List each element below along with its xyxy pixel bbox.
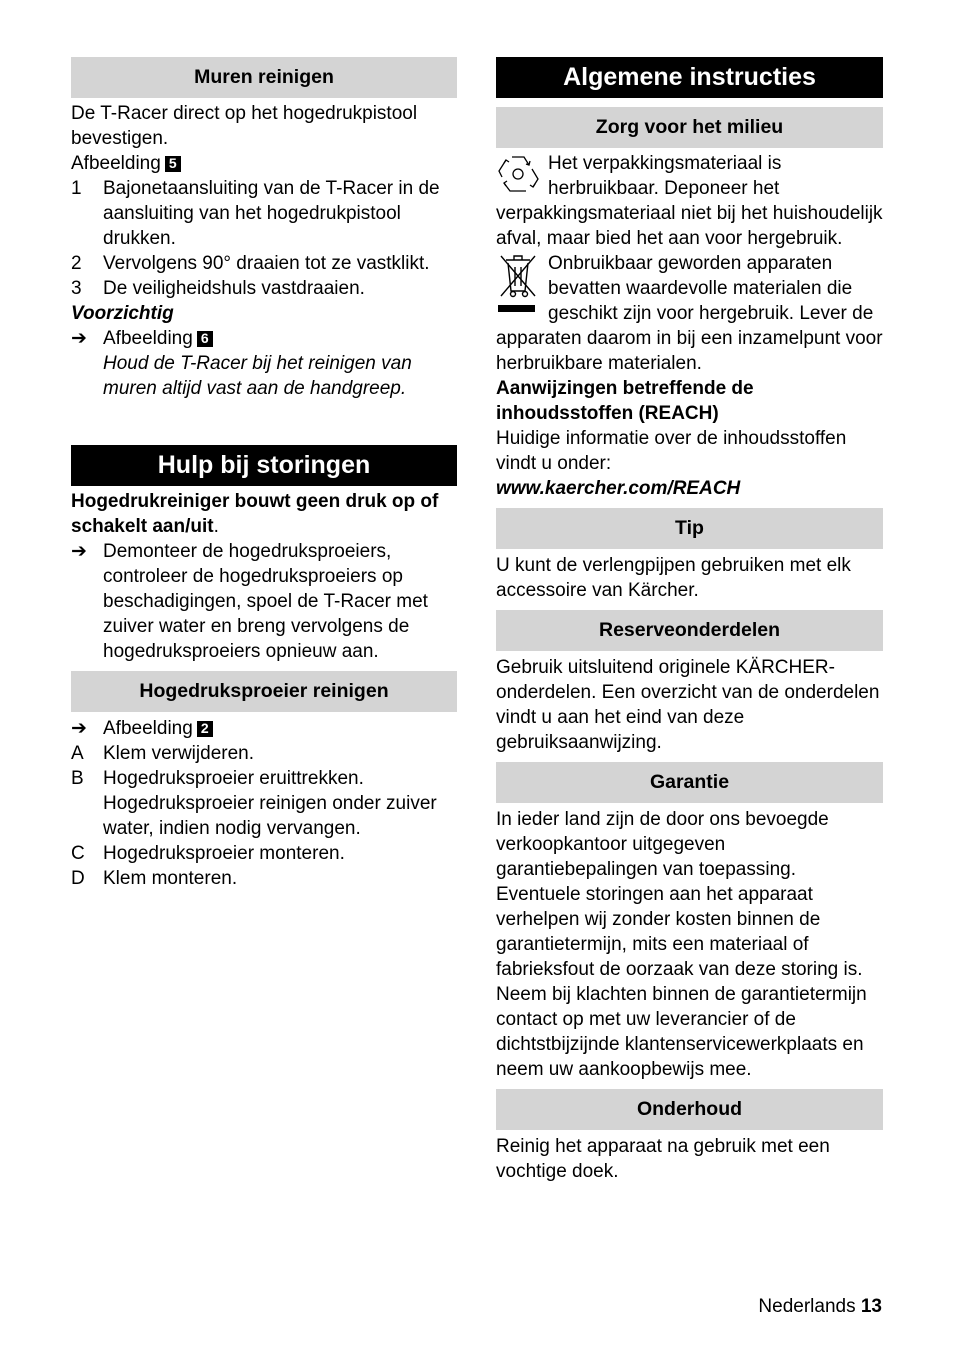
crossed-out-bin-graphic xyxy=(496,251,540,317)
step-text: Hogedruksproeier eruittrekken. Hogedruksproeier reinigen onder zuiver water, indien nodig vervangen. xyxy=(103,768,437,839)
steps-list xyxy=(71,176,457,301)
list-item xyxy=(71,251,457,276)
step-marker: 3 xyxy=(71,278,82,299)
step-marker: A xyxy=(71,743,84,764)
step-marker: 2 xyxy=(71,253,82,274)
caution-item xyxy=(71,326,457,401)
problem-text: Hogedrukreiniger bouwt geen druk op of schakelt aan/uit xyxy=(71,491,439,537)
paragraph: De T-Racer direct op het hogedrukpistool bevestigen. xyxy=(71,103,418,149)
step-marker: C xyxy=(71,843,85,864)
list-item xyxy=(71,276,457,301)
recycle-icon xyxy=(496,151,548,201)
section-garantie xyxy=(496,762,883,1082)
step-text: Vervolgens 90° draaien tot ze vastklikt. xyxy=(103,253,430,274)
step-marker: D xyxy=(71,868,85,889)
figure-number-box: 2 xyxy=(197,721,213,737)
step-text: Klem monteren. xyxy=(103,868,238,889)
solution-text: Demonteer de hogedruksproeiers, controleer de hogedruksproeiers op beschadigingen, spoel de T-Racer met zuiver water en breng vervolgens de hogedruksproeiers opnieuw aan. xyxy=(103,541,428,662)
solution-item xyxy=(71,539,457,664)
paragraph: Gebruik uitsluitend originele KÄRCHER-onderdelen. Een overzicht van de onderdelen vindt u aan het eind van deze gebruiksaanwijzing. xyxy=(496,657,880,753)
section-hogedruksproeier-reinigen xyxy=(71,671,457,891)
step-text: Klem verwijderen. xyxy=(103,743,254,764)
reach-link[interactable]: www.kaercher.com/REACH xyxy=(496,478,741,499)
list-item xyxy=(71,176,457,251)
section-muren-reinigen xyxy=(71,57,457,401)
paragraph: Reinig het apparaat na gebruik met een vochtige doek. xyxy=(496,1136,830,1182)
section-heading: Zorg voor het milieu xyxy=(496,107,883,148)
footer-language: Nederlands xyxy=(758,1296,856,1317)
list-item xyxy=(71,766,457,841)
section-heading: Muren reinigen xyxy=(71,57,457,98)
section-onderhoud xyxy=(496,1089,883,1184)
paragraph: In ieder land zijn de door ons bevoegde verkoopkantoor uitgegeven garantiebepalingen van toepassing. Eventuele storingen aan het apparaat verhelpen wij zonder kosten binnen de garantietermijn, mits een materiaal of fabrieksfout de oorzaak van deze storing is. Neem bij klachten binnen de garantietermijn contact op met uw leverancier of de dichtstbijzijnde klantenservicewerkplaats en neem uw aankoopbewijs mee. xyxy=(496,809,867,1080)
step-text: Bajonetaansluiting van de T-Racer in de aansluiting van het hogedrukpistool drukken. xyxy=(103,178,440,249)
arrow-icon: ➔ xyxy=(71,541,87,562)
figure-number-box: 6 xyxy=(197,331,213,347)
section-heading: Tip xyxy=(496,508,883,549)
section-hulp-bij-storingen xyxy=(71,445,457,664)
section-heading: Garantie xyxy=(496,762,883,803)
caution-text: Houd de T-Racer bij het reinigen van muren altijd vast aan de handgreep. xyxy=(103,353,412,399)
right-column xyxy=(496,57,883,1184)
reach-heading: Aanwijzingen betreffende de inhoudsstoffen (REACH) xyxy=(496,378,754,424)
section-tip xyxy=(496,508,883,603)
figure-label: Afbeelding xyxy=(103,718,193,739)
page-number: 13 xyxy=(860,1296,882,1317)
list-item xyxy=(71,866,457,891)
step-marker: 1 xyxy=(71,178,82,199)
paragraph: Het verpakkingsmateriaal is herbruikbaar. Deponeer het verpakkingsmateriaal niet bij het huishoudelijk afval, maar bied het aan voor hergebruik. xyxy=(496,153,883,249)
problem-heading xyxy=(71,489,457,539)
recycle-paragraph xyxy=(496,151,883,251)
step-marker: B xyxy=(71,768,84,789)
weee-paragraph xyxy=(496,251,883,376)
main-heading: Hulp bij storingen xyxy=(71,445,457,486)
crossed-out-bin-icon xyxy=(496,251,548,326)
caution-label: Voorzichtig xyxy=(71,303,174,324)
page-footer xyxy=(758,1294,882,1319)
list-item xyxy=(71,741,457,766)
recycle-icon-graphic xyxy=(496,151,540,195)
problem-end: . xyxy=(213,516,219,537)
section-heading: Hogedruksproeier reinigen xyxy=(71,671,457,712)
section-reserveonderdelen xyxy=(496,610,883,755)
left-column xyxy=(71,57,457,891)
paragraph: Onbruikbaar geworden apparaten bevatten waardevolle materialen die geschikt zijn voor hergebruik. Lever de apparaten daarom in bij een inzamelpunt voor herbruikbare materialen. xyxy=(496,253,883,374)
figure-reference xyxy=(71,151,457,176)
list-item xyxy=(71,841,457,866)
figure-label: Afbeelding xyxy=(71,153,161,174)
paragraph: U kunt de verlengpijpen gebruiken met elk accessoire van Kärcher. xyxy=(496,555,851,601)
figure-label: Afbeelding xyxy=(103,328,193,349)
step-text: De veiligheidshuls vastdraaien. xyxy=(103,278,365,299)
section-heading: Onderhoud xyxy=(496,1089,883,1130)
figure-reference xyxy=(71,716,457,741)
section-heading: Reserveonderdelen xyxy=(496,610,883,651)
arrow-icon: ➔ xyxy=(71,718,87,739)
section-zorg-voor-het-milieu xyxy=(496,107,883,501)
paragraph: Huidige informatie over de inhoudsstoffen vindt u onder: xyxy=(496,428,847,474)
main-heading: Algemene instructies xyxy=(496,57,883,98)
arrow-icon: ➔ xyxy=(71,328,87,349)
steps-list xyxy=(71,741,457,891)
figure-number-box: 5 xyxy=(165,156,181,172)
step-text: Hogedruksproeier monteren. xyxy=(103,843,345,864)
